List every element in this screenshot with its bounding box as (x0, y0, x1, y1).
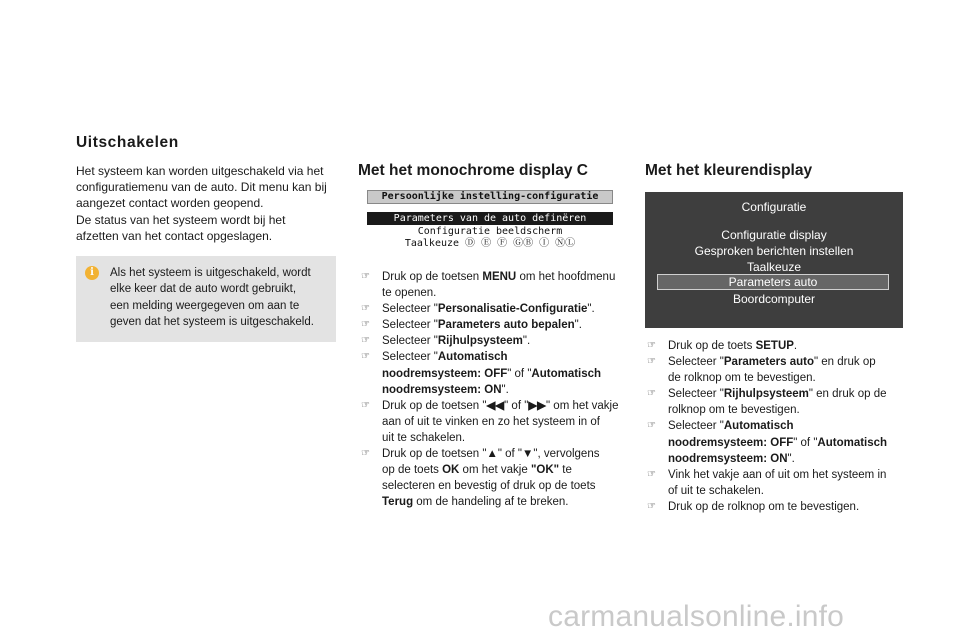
step-line (382, 446, 623, 462)
intro-line: De status van het systeem wordt bij het (76, 212, 286, 227)
step-item (361, 269, 623, 301)
pointing-hand-icon: ☞ (647, 468, 656, 480)
step-text: ". (587, 303, 595, 316)
info-line: Als het systeem is uitgeschakeld, wordt (110, 267, 311, 279)
pointing-hand-icon: ☞ (361, 448, 370, 460)
step-item (361, 333, 623, 349)
step-keyword: Automatisch (531, 367, 602, 380)
info-line: een melding weergegeven om aan te (110, 299, 300, 312)
step-line (668, 370, 917, 386)
step-text: Selecteer " (668, 388, 724, 401)
step-line (668, 338, 917, 354)
section-title-uitschakelen: Uitschakelen (76, 134, 179, 151)
step-text: " en druk op de (808, 388, 887, 401)
pointing-hand-icon: ☞ (361, 303, 370, 315)
intro-line: Het systeem kan worden uitgeschakeld via het (76, 164, 324, 178)
step-keyword: noodremsysteem: OFF (382, 367, 508, 380)
step-line (668, 418, 917, 434)
colour-display-item: Configuratie display (721, 228, 827, 242)
step-keyword: Automatisch (817, 436, 888, 449)
step-text: Selecteer " (382, 335, 438, 348)
step-line (382, 317, 623, 333)
step-item (361, 446, 623, 510)
intro-line: afzetten van het contact opgeslagen. (76, 228, 273, 243)
colour-display-title: Configuratie (741, 200, 807, 214)
step-line (668, 451, 917, 467)
step-text: " en druk op (814, 356, 876, 369)
step-text: " of " (793, 436, 818, 449)
step-text: uit te schakelen. (382, 431, 466, 444)
step-text: " om het vakje (546, 399, 619, 412)
step-text: Selecteer " (668, 420, 724, 433)
info-line: elke keer dat de auto wordt gebruikt, (110, 283, 297, 296)
monochrome-display-screen (367, 190, 613, 252)
step-text: Selecteer " (382, 319, 438, 332)
pointing-hand-icon: ☞ (361, 319, 370, 331)
step-keyword: ◀◀ (486, 399, 505, 412)
step-text: ". (787, 452, 795, 465)
step-text: ", vervolgens (533, 448, 600, 461)
step-text: Druk op de toetsen " (382, 399, 487, 412)
step-text: om het hoofdmenu (516, 271, 616, 283)
step-keyword: MENU (482, 271, 517, 283)
mono-display-item: Taalkeuze Ⓓ Ⓔ Ⓕ ⒼⒷ Ⓘ ⓃⓁ (404, 238, 576, 249)
mono-display-selected-item: Parameters van de auto definëren (367, 212, 613, 225)
info-note-box (76, 256, 336, 342)
step-line (668, 402, 917, 418)
step-text: selecteren en bevestig of druk op de toets (382, 480, 596, 493)
mono-display-item: Configuratie beeldscherm (417, 226, 563, 237)
colour-steps-list (647, 338, 917, 515)
step-line (382, 349, 623, 365)
step-text: Druk op de toets (668, 340, 756, 352)
pointing-hand-icon: ☞ (361, 271, 370, 282)
pointing-hand-icon: ☞ (647, 420, 656, 432)
step-text: om het vakje (459, 464, 531, 477)
step-keyword: ▲ (486, 448, 498, 461)
step-line (668, 483, 917, 499)
section-title-kleurendisplay: Met het kleurendisplay (645, 162, 813, 179)
step-line (668, 354, 917, 370)
step-text: . (793, 340, 798, 352)
step-keyword: Parameters auto bepalen (437, 319, 575, 332)
step-keyword: OK (442, 464, 460, 477)
step-line (668, 435, 917, 451)
pointing-hand-icon: ☞ (647, 356, 656, 368)
pointing-hand-icon: ☞ (361, 351, 370, 363)
step-text: aan of uit te vinken en zo het systeem in of (382, 415, 600, 428)
mono-display-title: Persoonlijke instelling-configuratie (367, 190, 613, 204)
step-line (382, 301, 623, 317)
watermark-text: carmanualsonline.info (548, 600, 845, 633)
step-text: te (559, 464, 572, 477)
step-keyword: Rijhulpsysteem (723, 388, 809, 401)
step-text: Vink het vakje aan of uit om het systeem in (668, 468, 887, 481)
step-keyword: "OK" (530, 464, 560, 477)
info-note-text (110, 265, 332, 331)
step-item (647, 499, 917, 515)
step-keyword: Terug (382, 496, 414, 509)
monochrome-steps-list (361, 269, 623, 510)
step-keyword: Rijhulpsysteem (437, 335, 523, 348)
section-title-monochrome: Met het monochrome display C (358, 162, 588, 179)
step-line (382, 430, 623, 446)
intro-line: aangezet contact worden geopend. (76, 196, 264, 211)
step-line (668, 467, 917, 483)
step-line (668, 499, 917, 515)
step-item (647, 467, 917, 499)
info-line: geven dat het systeem is uitgeschakeld. (110, 316, 314, 329)
step-text: " of " (497, 448, 522, 461)
step-item (647, 418, 917, 466)
step-text: " of " (504, 399, 529, 412)
step-text: Selecteer " (382, 351, 438, 364)
pointing-hand-icon: ☞ (647, 340, 656, 351)
step-keyword: noodremsysteem: OFF (668, 436, 794, 449)
step-line (382, 269, 623, 285)
step-text: om de handeling af te breken. (413, 496, 569, 509)
pointing-hand-icon: ☞ (647, 388, 656, 400)
step-text: ". (522, 335, 531, 348)
step-text: Selecteer " (668, 356, 724, 369)
step-line (382, 414, 623, 430)
pointing-hand-icon: ☞ (361, 335, 370, 347)
step-keyword: noodremsysteem: ON (668, 452, 788, 465)
pointing-hand-icon: ☞ (361, 399, 370, 411)
colour-display-item: Boordcomputer (732, 292, 816, 306)
step-text: Selecteer " (382, 303, 438, 316)
step-text: " of " (507, 367, 532, 380)
info-icon: i (85, 266, 99, 280)
step-keyword: ▶▶ (528, 399, 547, 412)
step-text: ". (501, 383, 509, 396)
step-item (361, 301, 623, 317)
step-line (382, 366, 623, 382)
step-keyword: noodremsysteem: ON (382, 383, 502, 396)
intro-line: configuratiemenu van de auto. Dit menu kan bij (76, 180, 327, 195)
step-item (361, 349, 623, 397)
colour-display-item: Gesproken berichten instellen (694, 244, 854, 258)
step-item (647, 338, 917, 354)
step-keyword: ▼ (522, 448, 534, 461)
step-text: of uit te schakelen. (668, 484, 764, 497)
step-item (647, 386, 917, 418)
step-item (361, 398, 623, 446)
step-line (382, 494, 623, 510)
step-line (382, 333, 623, 349)
step-text: te openen. (382, 287, 437, 300)
pointing-hand-icon: ☞ (647, 500, 656, 512)
colour-display-item: Taalkeuze (746, 260, 802, 274)
colour-display-screen (645, 192, 903, 328)
step-text: Druk op de rolknop om te bevestigen. (668, 500, 860, 513)
step-text: rolknop om te bevestigen. (668, 404, 800, 417)
step-item (647, 354, 917, 386)
intro-paragraph (76, 163, 346, 244)
step-keyword: Automatisch (723, 420, 794, 433)
step-keyword: SETUP (755, 340, 794, 352)
step-line (382, 285, 623, 301)
step-line (382, 398, 623, 414)
step-line (382, 382, 623, 398)
step-keyword: Personalisatie-Configuratie (437, 303, 588, 316)
step-text: ". (574, 319, 582, 332)
step-keyword: Automatisch (437, 351, 508, 364)
step-text: Druk op de toetsen " (382, 448, 487, 461)
step-text: Druk op de toetsen (382, 271, 483, 283)
step-line (382, 462, 623, 478)
step-item (361, 317, 623, 333)
step-text: de rolknop om te bevestigen. (668, 372, 816, 385)
colour-display-selected-item: Parameters auto (657, 274, 889, 290)
step-text: op de toets (382, 464, 443, 477)
step-line (668, 386, 917, 402)
step-keyword: Parameters auto (723, 356, 814, 369)
step-line (382, 478, 623, 494)
